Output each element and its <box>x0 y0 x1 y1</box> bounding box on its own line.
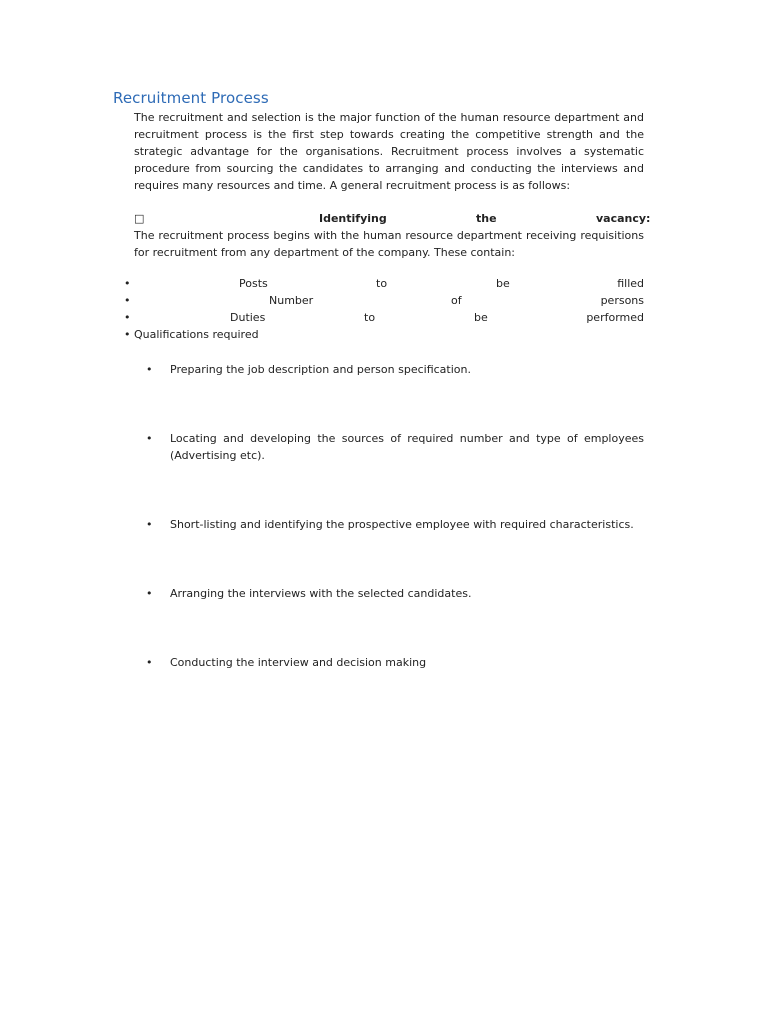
list-item: • Qualifications required <box>124 328 259 341</box>
process-step-text: Arranging the interviews with the selected candidates. <box>170 587 472 600</box>
list-item-word: Number <box>269 294 314 307</box>
list-item-word: be <box>496 277 510 290</box>
list-item-word: persons <box>600 294 644 307</box>
list-item <box>124 292 644 309</box>
bullet-icon: • <box>146 363 153 376</box>
bullet-icon: • <box>146 587 153 600</box>
process-step-text: Preparing the job description and person specification. <box>170 363 471 376</box>
list-item <box>124 309 644 326</box>
intro-paragraph: The recruitment and selection is the major function of the human resource department and recruitment process is the first step towards creating the competitive strength and the strategic advantage for the organisations. Recruitment process involves a systematic procedure from sourcing the candidates to arranging and conducting the interviews and requires many resources and time. A general recruitment process is as follows: <box>134 111 644 192</box>
bullet-icon: • <box>124 294 131 307</box>
bullet-icon: • <box>146 518 153 531</box>
list-item <box>124 275 644 292</box>
bullet-icon: • <box>124 277 131 290</box>
bullet-icon: • <box>124 311 131 324</box>
list-item-word: Posts <box>239 277 268 290</box>
list-item-word: performed <box>586 311 644 324</box>
list-item-word: filled <box>617 277 644 290</box>
page-title: Recruitment Process <box>113 89 269 107</box>
bullet-icon: • <box>146 656 153 669</box>
process-step-text: Locating and developing the sources of required number and type of employees (Advertising etc). <box>170 432 644 462</box>
section-heading-word: the <box>476 212 497 225</box>
section-heading <box>134 210 651 227</box>
list-item-word: be <box>474 311 488 324</box>
checkbox-glyph-icon: □ <box>134 212 145 225</box>
list-item-word: to <box>364 311 376 324</box>
list-item-word: of <box>451 294 462 307</box>
section-paragraph: The recruitment process begins with the human resource department receiving requisitions for recruitment from any department of the company. These contain: <box>134 229 644 259</box>
process-step-text: Short-listing and identifying the prospective employee with required characteristics. <box>170 518 634 531</box>
list-item-word: to <box>376 277 388 290</box>
process-step-text: Conducting the interview and decision making <box>170 656 427 669</box>
section-heading-word: Identifying <box>319 212 387 225</box>
list-item-word: Duties <box>230 311 266 324</box>
section-heading-word: vacancy: <box>596 212 651 225</box>
bullet-icon: • <box>146 432 153 445</box>
